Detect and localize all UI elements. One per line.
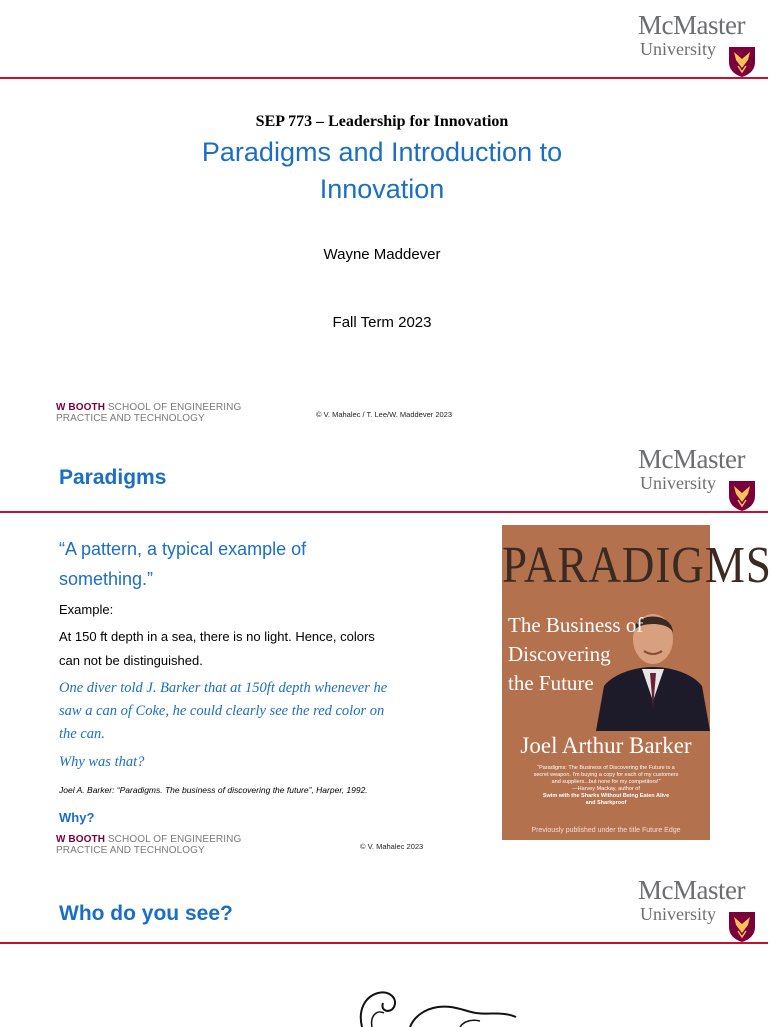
illusion-drawing-image (350, 987, 530, 1027)
slide-heading: Paradigms (59, 466, 167, 489)
logo-wordmark-university: University (640, 39, 716, 59)
example-body-line2: can not be distinguished. (59, 653, 203, 668)
book-author: Joel Arthur Barker (520, 733, 692, 758)
example-label: Example: (59, 602, 114, 617)
anecdote-question: Why was that? (59, 754, 145, 770)
header-divider (0, 77, 768, 79)
diver-anecdote (59, 677, 439, 746)
book-blurb-line: and Sharkproof (585, 800, 627, 806)
anecdote-line3: the can. (59, 726, 105, 742)
logo-wordmark-mcmaster: McMaster (638, 10, 745, 40)
copyright-notice: © V. Mahalec 2023 (360, 842, 424, 851)
book-blurb-line: secret weapon. I'm buying a copy for each of my customers (533, 772, 679, 778)
course-title: SEP 773 – Leadership for Innovation (255, 113, 509, 130)
book-subtitle-line2: Discovering (508, 642, 611, 666)
mcmaster-logo (638, 12, 758, 80)
book-subtitle-line3: the Future (508, 671, 594, 695)
mcmaster-logo (638, 877, 758, 945)
why-prompt: Why? (59, 810, 95, 825)
booth-wordmark: W BOOTH (56, 402, 106, 413)
booth-wordmark: W BOOTH (56, 834, 106, 845)
book-footer-note: Previously published under the title Future Edge (531, 827, 681, 834)
header-divider (0, 942, 768, 944)
quote-line1: “A pattern, a typical example of (59, 539, 307, 559)
book-title: PARADIGMS (502, 536, 772, 594)
book-subtitle-line1: The Business of (508, 613, 644, 637)
lecture-title-line1: Paradigms and Introduction to (201, 137, 563, 167)
book-blurb (512, 765, 700, 807)
book-citation: Joel A. Barker: “Paradigms. The business of discovering the future”, Harper, 1992. (59, 785, 368, 795)
header-divider (0, 511, 768, 513)
definition-quote (59, 534, 389, 594)
booth-school-line1: SCHOOL OF ENGINEERING (105, 834, 242, 845)
author-name: Wayne Maddever (323, 246, 441, 263)
slide-heading: Who do you see? (59, 902, 233, 925)
example-body (59, 625, 429, 673)
mcmaster-crest-icon (728, 46, 756, 78)
book-blurb-line: —Harvey Mackay, author of (572, 786, 640, 792)
booth-school-line2: PRACTICE AND TECHNOLOGY (56, 413, 205, 424)
mcmaster-logo (638, 446, 758, 514)
booth-school-line2: PRACTICE AND TECHNOLOGY (56, 845, 205, 856)
example-body-line1: At 150 ft depth in a sea, there is no light. Hence, colors (59, 629, 375, 644)
booth-school-logo (56, 402, 241, 424)
book-blurb-line: Swim with the Sharks Without Being Eaten Alive (542, 793, 670, 799)
mcmaster-crest-icon (728, 480, 756, 512)
lecture-title-line2: Innovation (319, 174, 445, 204)
logo-wordmark-university: University (640, 473, 716, 493)
book-subtitle (508, 611, 643, 698)
paradigms-slide (0, 434, 772, 867)
copyright-notice: © V. Mahalec / T. Lee/W. Maddever 2023 (316, 410, 453, 419)
term-label: Fall Term 2023 (332, 314, 432, 331)
lecture-title (0, 134, 764, 208)
anecdote-line2: saw a can of Coke, he could clearly see the red color on (59, 703, 385, 719)
logo-wordmark-mcmaster: McMaster (638, 444, 745, 474)
logo-wordmark-mcmaster: McMaster (638, 875, 745, 905)
booth-school-logo (56, 834, 241, 856)
booth-school-line1: SCHOOL OF ENGINEERING (105, 402, 242, 413)
mcmaster-crest-icon (728, 911, 756, 943)
anecdote-line1: One diver told J. Barker that at 150ft depth whenever he (59, 680, 388, 696)
book-cover-image (502, 525, 772, 840)
who-do-you-see-slide (0, 867, 768, 1024)
book-blurb-line: “Paradigms: The Business of Discovering the Future is a (537, 765, 675, 771)
book-blurb-line: and suppliers...but none for my competitors!” (551, 779, 661, 785)
title-slide (0, 0, 768, 434)
logo-wordmark-university: University (640, 904, 716, 924)
quote-line2: something.” (59, 569, 154, 589)
